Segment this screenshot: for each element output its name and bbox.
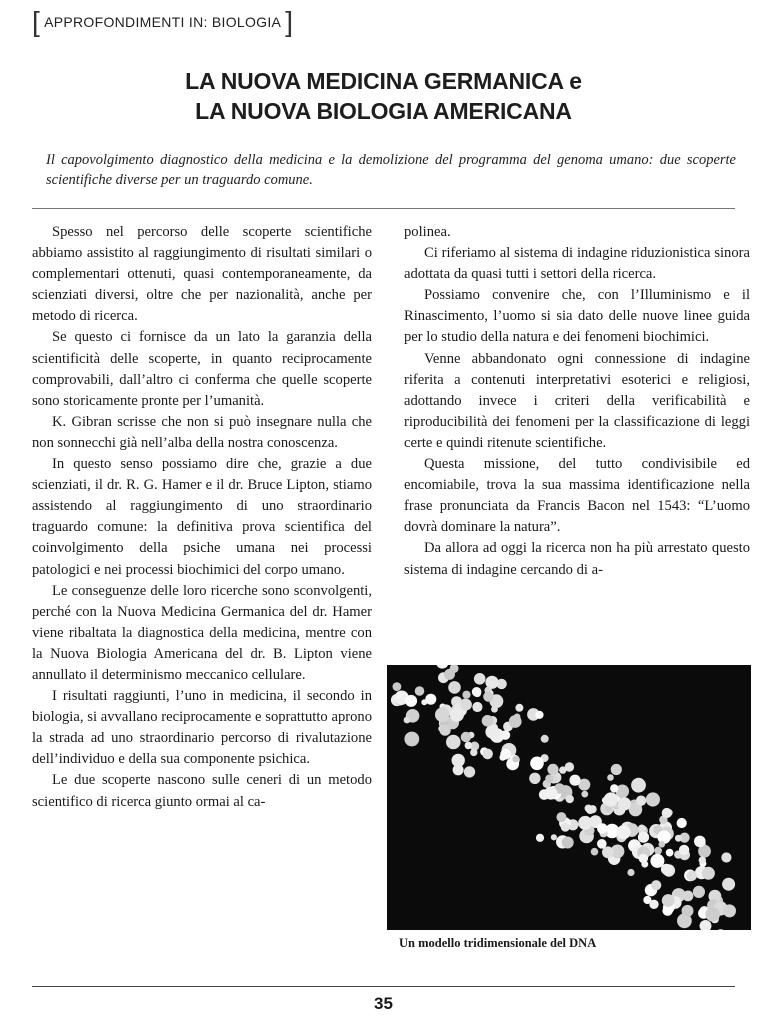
dna-atom-sphere bbox=[485, 725, 499, 739]
dna-atom-sphere bbox=[659, 841, 666, 848]
dna-atom-sphere bbox=[545, 775, 553, 783]
dna-atom-sphere bbox=[607, 774, 614, 781]
dna-atom-sphere bbox=[722, 878, 735, 891]
dna-atom-sphere bbox=[415, 686, 425, 696]
dna-atom-sphere bbox=[470, 749, 477, 756]
dna-atom-sphere bbox=[561, 823, 570, 832]
dna-atom-sphere bbox=[472, 702, 482, 712]
dna-atom-sphere bbox=[491, 706, 498, 713]
dna-atom-sphere bbox=[666, 849, 674, 857]
dna-atom-sphere bbox=[472, 687, 482, 697]
dna-atom-sphere bbox=[462, 691, 470, 699]
dna-atom-sphere bbox=[675, 835, 682, 842]
dna-atom-sphere bbox=[482, 715, 494, 727]
dna-atom-sphere bbox=[638, 832, 649, 843]
right-column bbox=[404, 222, 750, 581]
dna-atom-sphere bbox=[702, 867, 715, 880]
dna-atom-sphere bbox=[617, 825, 631, 839]
dna-atom-sphere bbox=[562, 837, 574, 849]
dna-atom-sphere bbox=[500, 749, 511, 760]
dna-atom-sphere bbox=[529, 773, 540, 784]
dna-atom-sphere bbox=[530, 757, 544, 771]
dna-atom-sphere bbox=[631, 778, 646, 793]
dna-atom-sphere bbox=[509, 715, 522, 728]
dna-atom-sphere bbox=[604, 792, 618, 806]
dna-atom-sphere bbox=[657, 830, 670, 843]
left-column bbox=[32, 222, 372, 813]
dna-atom-sphere bbox=[515, 704, 523, 712]
dna-atom-sphere bbox=[464, 766, 475, 777]
dna-atom-sphere bbox=[450, 708, 464, 722]
right-paragraph-5: Questa missione, del tutto condivisibile ed encomiabile, trova la sua massima identificazione nella frase pronunciata da Francis Bacon nel 1543: “L’uomo dovrà dominare la natura”. bbox=[404, 456, 750, 536]
dna-atom-sphere bbox=[683, 891, 694, 902]
dna-atom-sphere bbox=[452, 754, 465, 767]
dna-atom-sphere bbox=[465, 742, 473, 750]
dna-atom-sphere bbox=[649, 900, 658, 909]
left-paragraph-7: Le due scoperte nascono sulle ceneri di un metodo scientifico di ricerca giunto ormai al ca- bbox=[32, 772, 372, 810]
dna-atom-sphere bbox=[541, 735, 549, 743]
dna-atom-sphere bbox=[705, 907, 720, 922]
article-title-line-2: LA NUOVA BIOLOGIA AMERICANA bbox=[195, 98, 572, 124]
article-title-line-1: LA NUOVA MEDICINA GERMANICA e bbox=[185, 68, 582, 94]
dna-atom-sphere bbox=[700, 920, 712, 930]
section-tag bbox=[32, 8, 293, 36]
dna-atom-sphere bbox=[569, 775, 580, 786]
dna-atom-sphere bbox=[636, 796, 646, 806]
dna-atom-sphere bbox=[715, 929, 726, 930]
dna-atom-sphere bbox=[694, 836, 706, 848]
right-paragraph-4: Venne abbandonato ogni connessione di indagine riferita a contenuti interpretativi esoterici e religiosi, adottando invece i criteri della verificabilità e riproducibilità dei fenomeni per la classificazione di leggi certe e quindi ritenute scientifiche. bbox=[404, 350, 750, 451]
dna-atom-sphere bbox=[721, 852, 731, 862]
dna-atom-sphere bbox=[404, 717, 411, 724]
left-paragraph-5: Le conseguenze delle loro ricerche sono sconvolgenti, perché con la Nuova Medicina Germanica del dr. Hamer viene ribaltata la diagnostica della medicina, mentre con la Nuova Biologia Americana del dr. B. Lipton viene annullato il determinismo meccanico cellulare. bbox=[32, 582, 372, 683]
dna-atom-sphere bbox=[662, 894, 675, 907]
dna-atom-sphere bbox=[448, 681, 461, 694]
dna-atom-sphere bbox=[440, 725, 451, 736]
dna-atom-sphere bbox=[686, 870, 697, 881]
dna-atom-sphere bbox=[597, 839, 607, 849]
right-paragraph-1: polinea. bbox=[404, 224, 451, 240]
dna-atom-sphere bbox=[639, 854, 649, 864]
dna-atom-sphere bbox=[512, 756, 519, 763]
dna-atom-sphere bbox=[654, 847, 662, 855]
bottom-divider bbox=[32, 986, 735, 987]
dna-atom-sphere bbox=[435, 707, 450, 722]
dna-atom-sphere bbox=[578, 816, 592, 830]
dna-atom-sphere bbox=[551, 834, 557, 840]
dna-atom-sphere bbox=[566, 795, 574, 803]
article-subtitle: Il capovolgimento diagnostico della medicina e la demolizione del programma del genoma umano: due scoperte scientifiche diverse per un traguardo comune. bbox=[46, 152, 736, 188]
dna-atom-sphere bbox=[661, 864, 672, 875]
dna-atom-sphere bbox=[662, 906, 672, 916]
dna-atom-sphere bbox=[610, 784, 618, 792]
article-title bbox=[0, 66, 767, 126]
dna-atom-sphere bbox=[444, 669, 455, 680]
dna-atom-sphere bbox=[556, 812, 566, 822]
bracket-open: [ bbox=[32, 6, 41, 37]
page-number: 35 bbox=[374, 994, 393, 1013]
dna-atom-sphere bbox=[693, 886, 705, 898]
dna-atom-sphere bbox=[501, 730, 511, 740]
dna-atom-sphere bbox=[646, 792, 660, 806]
figure-caption: Un modello tridimensionale del DNA bbox=[399, 936, 597, 950]
dna-atom-sphere bbox=[544, 787, 557, 800]
dna-atom-sphere bbox=[436, 665, 449, 669]
left-paragraph-1: Spesso nel percorso delle scoperte scientifiche abbiamo assistito al raggiungimento di risultati similari o complementari ottenuti, quasi contemporaneamente, da scienziati diversi, oltre che per nazionalità, anche per metodo di ricerca. bbox=[32, 224, 372, 325]
left-paragraph-4: In questo senso possiamo dire che, grazie a due scienziati, il dr. R. G. Hamer e il dr. Bruce Lipton, stiamo assistendo al raggiungimento di uno straordinario traguardo comune: la definitiva prova scientifica del coinvolgimento della psiche umana nei processi patologici e nei processi biochimici del corpo umano. bbox=[32, 456, 372, 578]
dna-atom-sphere bbox=[482, 749, 493, 760]
dna-atom-sphere bbox=[536, 834, 544, 842]
dna-atom-sphere bbox=[581, 791, 588, 798]
left-paragraph-2: Se questo ci fornisce da un lato la garanzia della scientificità delle scoperte, in quanto reciprocamente comprovabili, dall’altro ci conferma che quelle scoperte sono storicamente pronte per l’umanità. bbox=[32, 329, 372, 409]
dna-atom-sphere bbox=[699, 856, 706, 863]
dna-atom-sphere bbox=[460, 699, 472, 711]
dna-atom-sphere bbox=[638, 825, 646, 833]
dna-atom-sphere bbox=[618, 797, 631, 810]
dna-atom-sphere bbox=[682, 905, 694, 917]
dna-atom-sphere bbox=[597, 823, 608, 834]
right-paragraph-2: Ci riferiamo al sistema di indagine riduzionistica sinora adottata da quasi tutti i settori della ricerca. bbox=[404, 245, 750, 283]
section-tag-label: APPROFONDIMENTI IN: BIOLOGIA bbox=[44, 14, 282, 30]
dna-atom-sphere bbox=[404, 732, 419, 747]
dna-atom-sphere bbox=[589, 805, 597, 813]
dna-atom-sphere bbox=[679, 845, 689, 855]
dna-atom-sphere bbox=[559, 766, 566, 773]
dna-atom-sphere bbox=[446, 735, 461, 750]
dna-atom-sphere bbox=[393, 682, 402, 691]
dna-model-graphic bbox=[387, 665, 751, 930]
dna-atom-sphere bbox=[611, 764, 622, 775]
right-paragraph-6: Da allora ad oggi la ricerca non ha più arrestato questo sistema di indagine cercando di a- bbox=[404, 540, 750, 578]
bracket-close: ] bbox=[285, 6, 294, 37]
dna-atom-sphere bbox=[547, 764, 558, 775]
dna-atom-sphere bbox=[591, 848, 599, 856]
left-paragraph-6: I risultati raggiunti, l’uno in medicina, il secondo in biologia, si avvallano reciprocamente e soprattutto aprono la strada ad uno straordinario percorso di rivalutazione dell’individuo e della sua componente psichica. bbox=[32, 688, 372, 768]
dna-atom-sphere bbox=[651, 880, 661, 890]
dna-atom-sphere bbox=[461, 732, 471, 742]
dna-atom-sphere bbox=[474, 673, 486, 685]
dna-atom-sphere bbox=[662, 808, 672, 818]
dna-atom-sphere bbox=[723, 904, 736, 917]
dna-atom-sphere bbox=[627, 869, 634, 876]
right-paragraph-3: Possiamo convenire che, con l’Illuminismo e il Rinascimento, l’uomo si sia dato delle nuove linee guida per lo studio della natura e dei fenomeni biochimici. bbox=[404, 287, 750, 346]
dna-atom-sphere bbox=[535, 711, 543, 719]
dna-atom-sphere bbox=[677, 818, 687, 828]
dna-model-image bbox=[387, 665, 751, 930]
left-paragraph-3: K. Gibran scrisse che non si può insegnare nulla che non sonnecchi già nell’alba della nostra conoscenza. bbox=[32, 413, 372, 451]
dna-atom-sphere bbox=[405, 695, 417, 707]
dna-atom-sphere bbox=[425, 694, 436, 705]
dna-atom-sphere bbox=[483, 692, 493, 702]
top-divider bbox=[32, 208, 735, 209]
